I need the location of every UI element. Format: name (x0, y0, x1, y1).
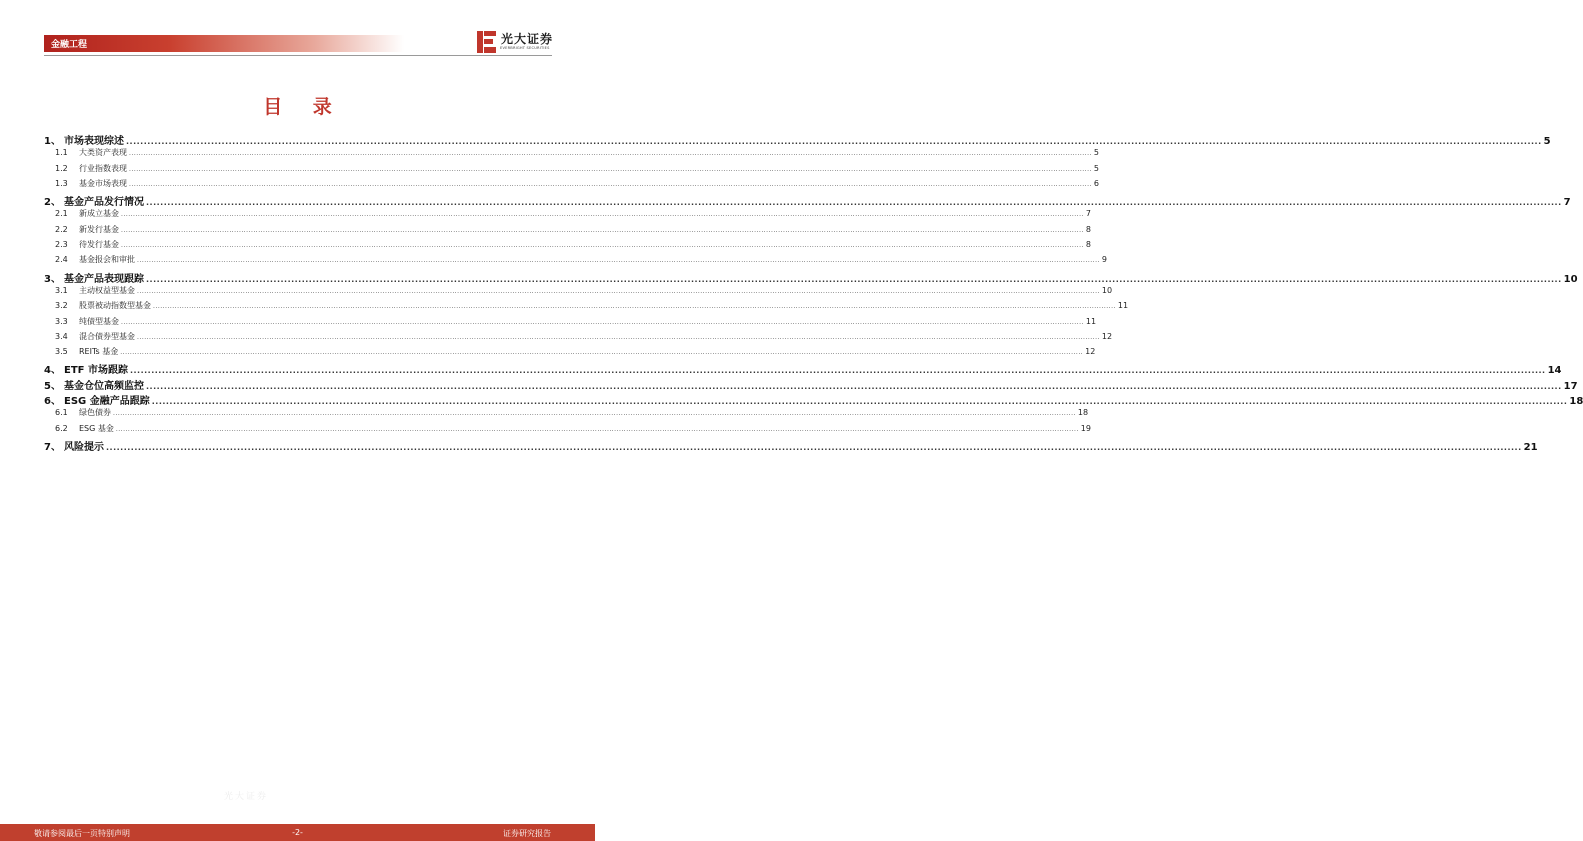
toc-entry-number: 1.1 (55, 148, 68, 158)
toc-leader-dots: ................................................................................................................................................................................................................................................................................................................................................................................................................ (129, 165, 1092, 173)
toc-entry-label: 待发行基金 (79, 240, 119, 250)
toc-entry-page: 12 (1101, 331, 1113, 341)
toc-title: 目 录 (263, 96, 344, 118)
toc-entry-page: 10 (1563, 273, 1578, 285)
header-divider (44, 55, 552, 56)
company-logo (477, 30, 557, 56)
toc-entry-page: 8 (1085, 240, 1091, 250)
toc-entry-number: 3.5 (55, 347, 68, 357)
toc-entry[interactable] (44, 132, 1551, 147)
toc-entry-label: 基金产品表现跟踪 (64, 273, 144, 285)
toc-leader-dots: ................................................................................................................................................................................................................................................................................................................................................................................................................ (146, 274, 1562, 284)
toc-entry[interactable] (44, 254, 1107, 269)
toc-entry-page: 6 (1093, 178, 1099, 188)
toc-entry[interactable] (44, 300, 1129, 315)
page-number: -2- (292, 828, 303, 837)
toc-entry-number: 2.1 (55, 209, 68, 219)
toc-entry-page: 14 (1547, 365, 1562, 377)
toc-leader-dots: ................................................................................................................................................................................................................................................................................................................................................................................................................ (137, 257, 1100, 265)
toc-entry[interactable] (44, 224, 1091, 239)
toc-leader-dots: ................................................................................................................................................................................................................................................................................................................................................................................................................ (129, 180, 1092, 188)
toc-entry[interactable] (44, 239, 1091, 254)
toc-entry-label: ESG 金融产品跟踪 (64, 396, 150, 408)
toc-entry[interactable] (44, 346, 1096, 361)
toc-leader-dots: ................................................................................................................................................................................................................................................................................................................................................................................................................ (121, 318, 1084, 326)
footer-report-type: 证券研究报告 (503, 829, 551, 838)
section-header-band (44, 35, 404, 52)
toc-entry[interactable] (44, 331, 1113, 346)
toc-entry-page: 5 (1093, 163, 1099, 173)
toc-entry-label: 新成立基金 (79, 209, 119, 219)
toc-entry[interactable] (44, 285, 1113, 300)
toc-entry-number: 6.1 (55, 408, 68, 418)
toc-entry-label: 纯债型基金 (79, 316, 119, 326)
toc-entry-page: 5 (1543, 136, 1551, 147)
toc-entry-number: 3.1 (55, 285, 68, 295)
toc-entry-page: 8 (1085, 224, 1091, 234)
toc-entry-number: 3.3 (55, 316, 68, 326)
toc-entry-label: 混合债券型基金 (79, 331, 135, 341)
toc-entry-label: 股票被动指数型基金 (79, 301, 151, 311)
toc-entry[interactable] (44, 392, 1583, 408)
logo-name: 光大证券 (501, 32, 554, 46)
toc-entry-label: 新发行基金 (79, 224, 119, 234)
toc-entry-page: 7 (1085, 209, 1091, 219)
toc-leader-dots: ................................................................................................................................................................................................................................................................................................................................................................................................................ (146, 381, 1562, 391)
toc-entry-number: 2.3 (55, 240, 68, 250)
toc-entry[interactable] (44, 163, 1099, 178)
toc-entry-page: 11 (1117, 301, 1129, 311)
toc-entry-number: 2.4 (55, 255, 68, 265)
toc-entry-page: 7 (1563, 197, 1571, 209)
toc-entry-label: 主动权益型基金 (79, 285, 135, 295)
toc-leader-dots: ................................................................................................................................................................................................................................................................................................................................................................................................................ (146, 198, 1562, 208)
toc-leader-dots: ................................................................................................................................................................................................................................................................................................................................................................................................................ (137, 287, 1100, 295)
toc-entry-number: 3.4 (55, 331, 68, 341)
toc-entry-label: 基金报会和审批 (79, 255, 135, 265)
toc-entry-page: 12 (1085, 347, 1096, 357)
toc-leader-dots: ................................................................................................................................................................................................................................................................................................................................................................................................................ (137, 333, 1100, 341)
logo-mark-icon (477, 31, 497, 53)
toc-entry-label: ETF 市场跟踪 (64, 365, 128, 377)
toc-entry[interactable] (44, 178, 1099, 193)
toc-entry-number: 3.2 (55, 301, 68, 311)
toc-entry-label: 绿色债券 (79, 408, 111, 418)
toc-entry-page: 11 (1085, 316, 1097, 326)
toc-entry-page: 5 (1093, 148, 1099, 158)
toc-entry[interactable] (44, 147, 1099, 162)
toc-entry[interactable] (44, 423, 1091, 438)
toc-entry-label: 基金市场表现 (79, 178, 127, 188)
toc-leader-dots: ................................................................................................................................................................................................................................................................................................................................................................................................................ (120, 349, 1084, 357)
toc-leader-dots: ................................................................................................................................................................................................................................................................................................................................................................................................................ (106, 442, 1522, 452)
toc-entry-label: 大类资产表现 (79, 148, 127, 158)
toc-entry-label: 基金产品发行情况 (64, 197, 144, 209)
toc-entry-page: 18 (1077, 408, 1089, 418)
toc-entry-page: 17 (1563, 380, 1578, 392)
toc-leader-dots: ................................................................................................................................................................................................................................................................................................................................................................................................................ (129, 150, 1092, 158)
toc-entry-label: 市场表现综述 (64, 136, 124, 147)
toc-entry-page: 19 (1080, 423, 1091, 433)
toc-entry-label: 行业指数表现 (79, 163, 127, 173)
toc-entry-number: 2.2 (55, 224, 68, 234)
toc-leader-dots: ................................................................................................................................................................................................................................................................................................................................................................................................................ (153, 303, 1116, 311)
toc-entry[interactable] (44, 407, 1089, 422)
logo-english-name: EVERBRIGHT SECURITIES (500, 46, 550, 50)
toc-entry-page: 21 (1523, 441, 1538, 453)
toc-leader-dots: ................................................................................................................................................................................................................................................................................................................................................................................................................ (113, 410, 1076, 418)
toc-leader-dots: ................................................................................................................................................................................................................................................................................................................................................................................................................ (129, 366, 1546, 376)
toc-leader-dots: ................................................................................................................................................................................................................................................................................................................................................................................................................ (121, 226, 1084, 234)
toc-entry-number: 1、 (44, 136, 61, 147)
toc-leader-dots: ................................................................................................................................................................................................................................................................................................................................................................................................................ (126, 137, 1542, 146)
toc-entry-label: 风险提示 (64, 441, 104, 453)
toc-entry-number: 1.3 (55, 178, 68, 188)
toc-entry-number: 6、 (44, 396, 61, 408)
watermark: 光大证券 (224, 792, 269, 802)
toc-entry-label: REITs 基金 (79, 347, 119, 357)
toc-entry[interactable] (44, 377, 1578, 392)
toc-entry-number: 6.2 (55, 423, 68, 433)
toc-entry[interactable] (44, 208, 1091, 223)
toc-leader-dots: ................................................................................................................................................................................................................................................................................................................................................................................................................ (121, 211, 1084, 219)
toc-entry-label: ESG 基金 (79, 423, 114, 433)
toc-entry-number: 7、 (44, 441, 61, 453)
toc-entry[interactable] (44, 270, 1578, 285)
toc-entry-number: 4、 (44, 365, 61, 377)
section-label: 金融工程 (51, 40, 88, 50)
toc-entry-number: 1.2 (55, 163, 68, 173)
page-footer (0, 824, 595, 841)
toc-leader-dots: ................................................................................................................................................................................................................................................................................................................................................................................................................ (121, 242, 1084, 250)
toc-entry-page: 10 (1101, 285, 1113, 295)
footer-disclaimer: 敬请参阅最后一页特别声明 (34, 829, 130, 838)
toc-entry[interactable] (44, 361, 1562, 377)
toc-entry-number: 2、 (44, 197, 61, 209)
table-of-contents (44, 132, 1583, 453)
toc-entry[interactable] (44, 438, 1538, 453)
toc-entry-label: 基金仓位高频监控 (64, 380, 144, 392)
toc-entry-page: 9 (1101, 255, 1107, 265)
toc-leader-dots: ................................................................................................................................................................................................................................................................................................................................................................................................................ (115, 425, 1079, 433)
toc-entry[interactable] (44, 193, 1571, 209)
toc-entry-page: 18 (1569, 396, 1583, 408)
toc-entry-number: 5、 (44, 380, 61, 392)
toc-entry[interactable] (44, 316, 1097, 331)
toc-entry-number: 3、 (44, 273, 61, 285)
toc-leader-dots: ................................................................................................................................................................................................................................................................................................................................................................................................................ (151, 397, 1568, 407)
